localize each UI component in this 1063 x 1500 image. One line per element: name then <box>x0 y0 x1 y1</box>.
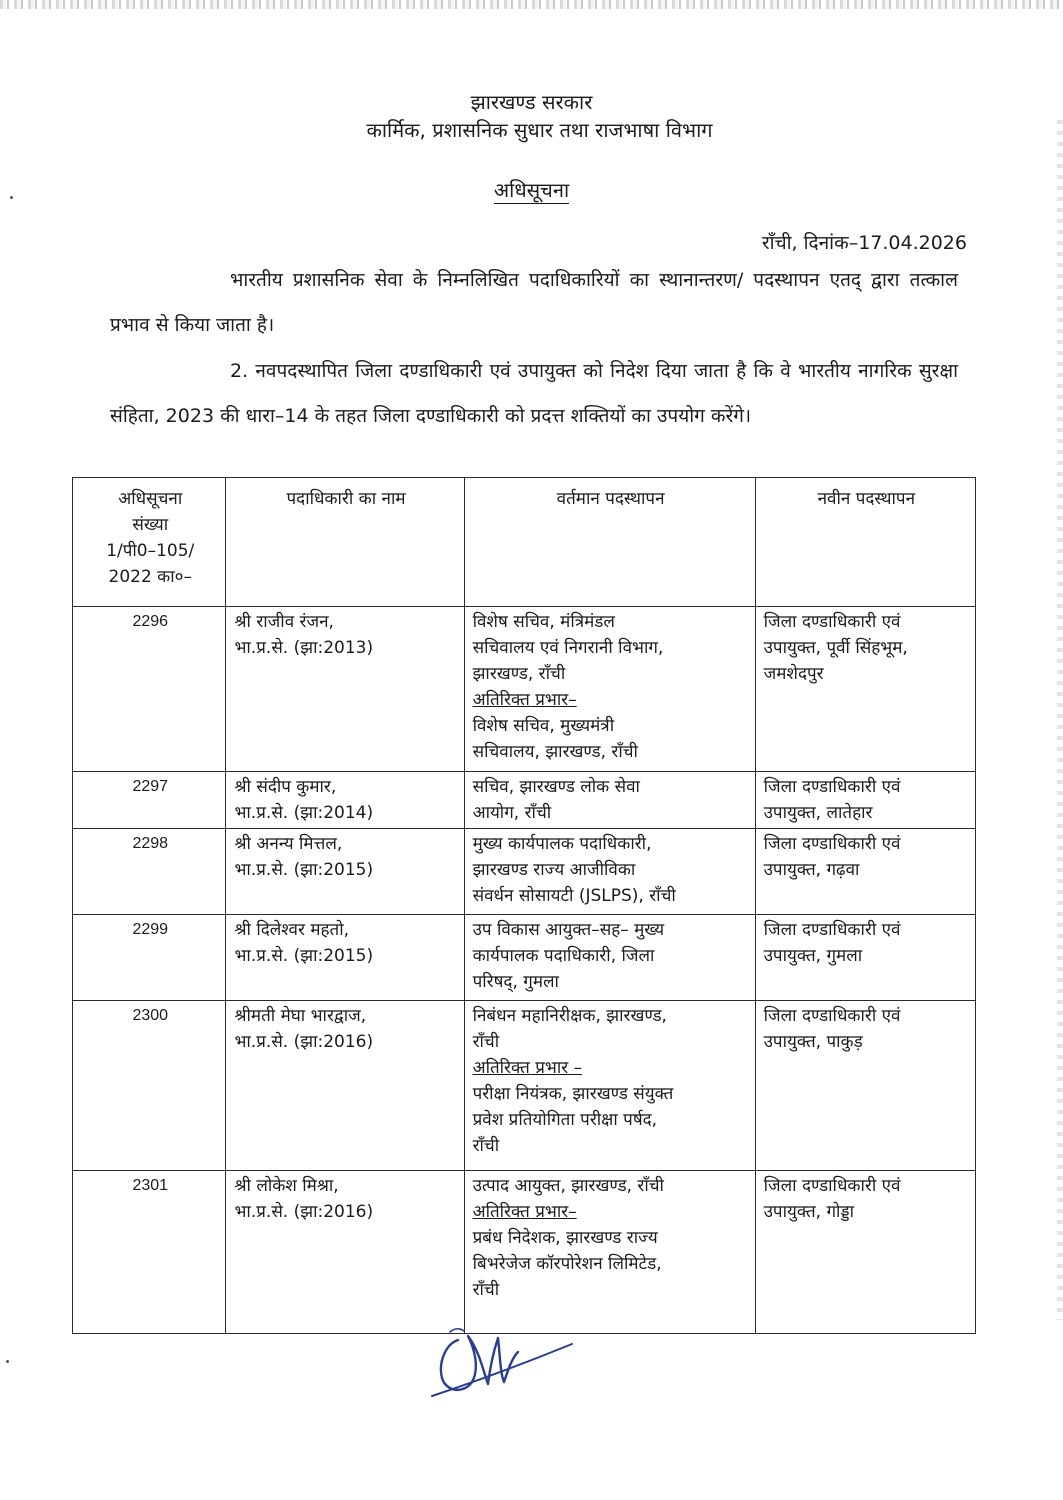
table-row <box>73 1171 976 1334</box>
officer-cell <box>226 915 464 1001</box>
new-posting-line: उपायुक्त, पाकुड़ <box>763 1032 863 1052</box>
new-posting-cell <box>755 829 975 915</box>
table-row <box>73 915 976 1001</box>
additional-charge-line: विशेष सचिव, मुख्यमंत्री <box>472 716 615 736</box>
current-posting-cell <box>464 1001 755 1171</box>
new-posting-line: जिला दण्डाधिकारी एवं <box>763 612 901 632</box>
current-posting-line: सचिव, झारखण्ड लोक सेवा <box>472 777 640 797</box>
officer-service: भा.प्र.से. (झा:2016) <box>234 1032 374 1052</box>
current-posting-line: राँची <box>472 1032 500 1052</box>
current-posting-cell <box>464 607 755 772</box>
notification-number: 2297 <box>73 772 226 829</box>
new-posting-line: जिला दण्डाधिकारी एवं <box>763 1176 901 1196</box>
header-new-posting: नवीन पदस्थापन <box>755 478 975 607</box>
current-posting-line: परिषद्, गुमला <box>472 972 559 992</box>
additional-charge-line: राँची <box>472 1280 500 1300</box>
officer-cell <box>226 1001 464 1171</box>
additional-charge-line: प्रवेश प्रतियोगिता परीक्षा पर्षद, <box>472 1110 658 1130</box>
new-posting-line: जमशेदपुर <box>763 664 824 684</box>
notification-number: 2300 <box>73 1001 226 1171</box>
new-posting-line: जिला दण्डाधिकारी एवं <box>763 1006 901 1026</box>
new-posting-cell <box>755 915 975 1001</box>
current-posting-line: विशेष सचिव, मंत्रिमंडल <box>472 612 615 632</box>
additional-charge-line: सचिवालय, झारखण्ड, राँची <box>472 742 638 762</box>
current-posting-line: मुख्य कार्यपालक पदाधिकारी, <box>472 834 652 854</box>
notification-number: 2296 <box>73 607 226 772</box>
table-row <box>73 1001 976 1171</box>
current-posting-cell <box>464 772 755 829</box>
new-posting-line: जिला दण्डाधिकारी एवं <box>763 834 901 854</box>
current-posting-line: झारखण्ड राज्य आजीविका <box>472 860 636 880</box>
officer-cell <box>226 772 464 829</box>
notification-number: 2298 <box>73 829 226 915</box>
new-posting-cell <box>755 772 975 829</box>
header-officer-name: पदाधिकारी का नाम <box>226 478 464 607</box>
scan-speck <box>6 1360 9 1363</box>
officer-cell <box>226 607 464 772</box>
new-posting-cell <box>755 607 975 772</box>
current-posting-line: झारखण्ड, राँची <box>472 664 566 684</box>
officer-name: श्री दिलेश्वर महतो, <box>234 920 350 940</box>
notification-title: अधिसूचना <box>493 178 570 202</box>
new-posting-cell <box>755 1001 975 1171</box>
table-row <box>73 829 976 915</box>
department-name: कार्मिक, प्रशासनिक सुधार तथा राजभाषा विभाग <box>366 118 713 142</box>
table-header-row <box>73 478 976 607</box>
additional-charge-label: अतिरिक्त प्रभार – <box>472 1058 583 1078</box>
new-posting-line: उपायुक्त, पूर्वी सिंहभूम, <box>763 638 908 658</box>
additional-charge-label: अतिरिक्त प्रभार– <box>472 690 577 710</box>
additional-charge-line: परीक्षा नियंत्रक, झारखण्ड संयुक्त <box>472 1084 674 1104</box>
new-posting-line: उपायुक्त, लातेहार <box>763 803 873 823</box>
officer-name: श्री राजीव रंजन, <box>234 612 334 632</box>
new-posting-line: जिला दण्डाधिकारी एवं <box>763 777 901 797</box>
officer-name: श्री अनन्य मित्तल, <box>234 834 343 854</box>
officer-service: भा.प्र.से. (झा:2016) <box>234 1202 374 1222</box>
date-line: राँची, दिनांक–17.04.2026 <box>761 232 967 254</box>
scan-edge-right <box>1057 120 1063 1320</box>
government-name: झारखण्ड सरकार <box>470 90 593 114</box>
officer-name: श्री लोकेश मिश्रा, <box>234 1176 339 1196</box>
new-posting-line: उपायुक्त, गुमला <box>763 946 863 966</box>
additional-charge-line: बिभरेजेज कॉरपोरेशन लिमिटेड, <box>472 1254 662 1274</box>
current-posting-line: कार्यपालक पदाधिकारी, जिला <box>472 946 655 966</box>
table-body <box>73 607 976 1334</box>
header-current-posting: वर्तमान पदस्थापन <box>464 478 755 607</box>
new-posting-line: उपायुक्त, गोड्डा <box>763 1202 855 1222</box>
new-posting-line: जिला दण्डाधिकारी एवं <box>763 920 901 940</box>
officer-cell <box>226 829 464 915</box>
new-posting-line: उपायुक्त, गढ़वा <box>763 860 860 880</box>
posting-table <box>72 477 976 1334</box>
scan-edge-top <box>0 0 1063 9</box>
officer-cell <box>226 1171 464 1334</box>
current-posting-line: सचिवालय एवं निगरानी विभाग, <box>472 638 664 658</box>
new-posting-cell <box>755 1171 975 1334</box>
notification-number: 2301 <box>73 1171 226 1334</box>
table-row <box>73 772 976 829</box>
table-row <box>73 607 976 772</box>
paragraph-2: 2. नवपदस्थापित जिला दण्डाधिकारी एवं उपायुक्त को निदेश दिया जाता है कि वे भारतीय नागरिक सुरक्षा संहिता, 2023 की धारा–14 के तहत जिला दण्डाधिकारी को प्रदत्त शक्तियों का उपयोग करेंगे। <box>110 360 958 427</box>
current-posting-cell <box>464 1171 755 1334</box>
additional-charge-line: प्रबंध निदेशक, झारखण्ड राज्य <box>472 1228 658 1248</box>
current-posting-line: निबंधन महानिरीक्षक, झारखण्ड, <box>472 1006 667 1026</box>
current-posting-line: उत्पाद आयुक्त, झारखण्ड, राँची <box>472 1176 664 1196</box>
officer-service: भा.प्र.से. (झा:2015) <box>234 946 374 966</box>
current-posting-cell <box>464 829 755 915</box>
additional-charge-line: राँची <box>472 1136 500 1156</box>
officer-service: भा.प्र.से. (झा:2014) <box>234 803 374 823</box>
header-notification-number: अधिसूचना संख्या 1/पी0–105/ 2022 का०– <box>73 478 226 607</box>
officer-service: भा.प्र.से. (झा:2015) <box>234 860 374 880</box>
current-posting-line: उप विकास आयुक्त–सह– मुख्य <box>472 920 665 940</box>
additional-charge-label: अतिरिक्त प्रभार– <box>472 1202 577 1222</box>
officer-name: श्री संदीप कुमार, <box>234 777 337 797</box>
officer-name: श्रीमती मेघा भारद्वाज, <box>234 1006 367 1026</box>
scan-speck <box>10 196 13 199</box>
signature <box>428 1322 578 1404</box>
current-posting-cell <box>464 915 755 1001</box>
notification-number: 2299 <box>73 915 226 1001</box>
current-posting-line: संवर्धन सोसायटी (JSLPS), राँची <box>472 886 676 906</box>
paragraph-1: भारतीय प्रशासनिक सेवा के निम्नलिखित पदाधिकारियों का स्थानान्तरण/ पदस्थापन एतद् द्वारा तत्काल प्रभाव से किया जाता है। <box>110 269 958 336</box>
officer-service: भा.प्र.से. (झा:2013) <box>234 638 374 658</box>
current-posting-line: आयोग, राँची <box>472 803 552 823</box>
